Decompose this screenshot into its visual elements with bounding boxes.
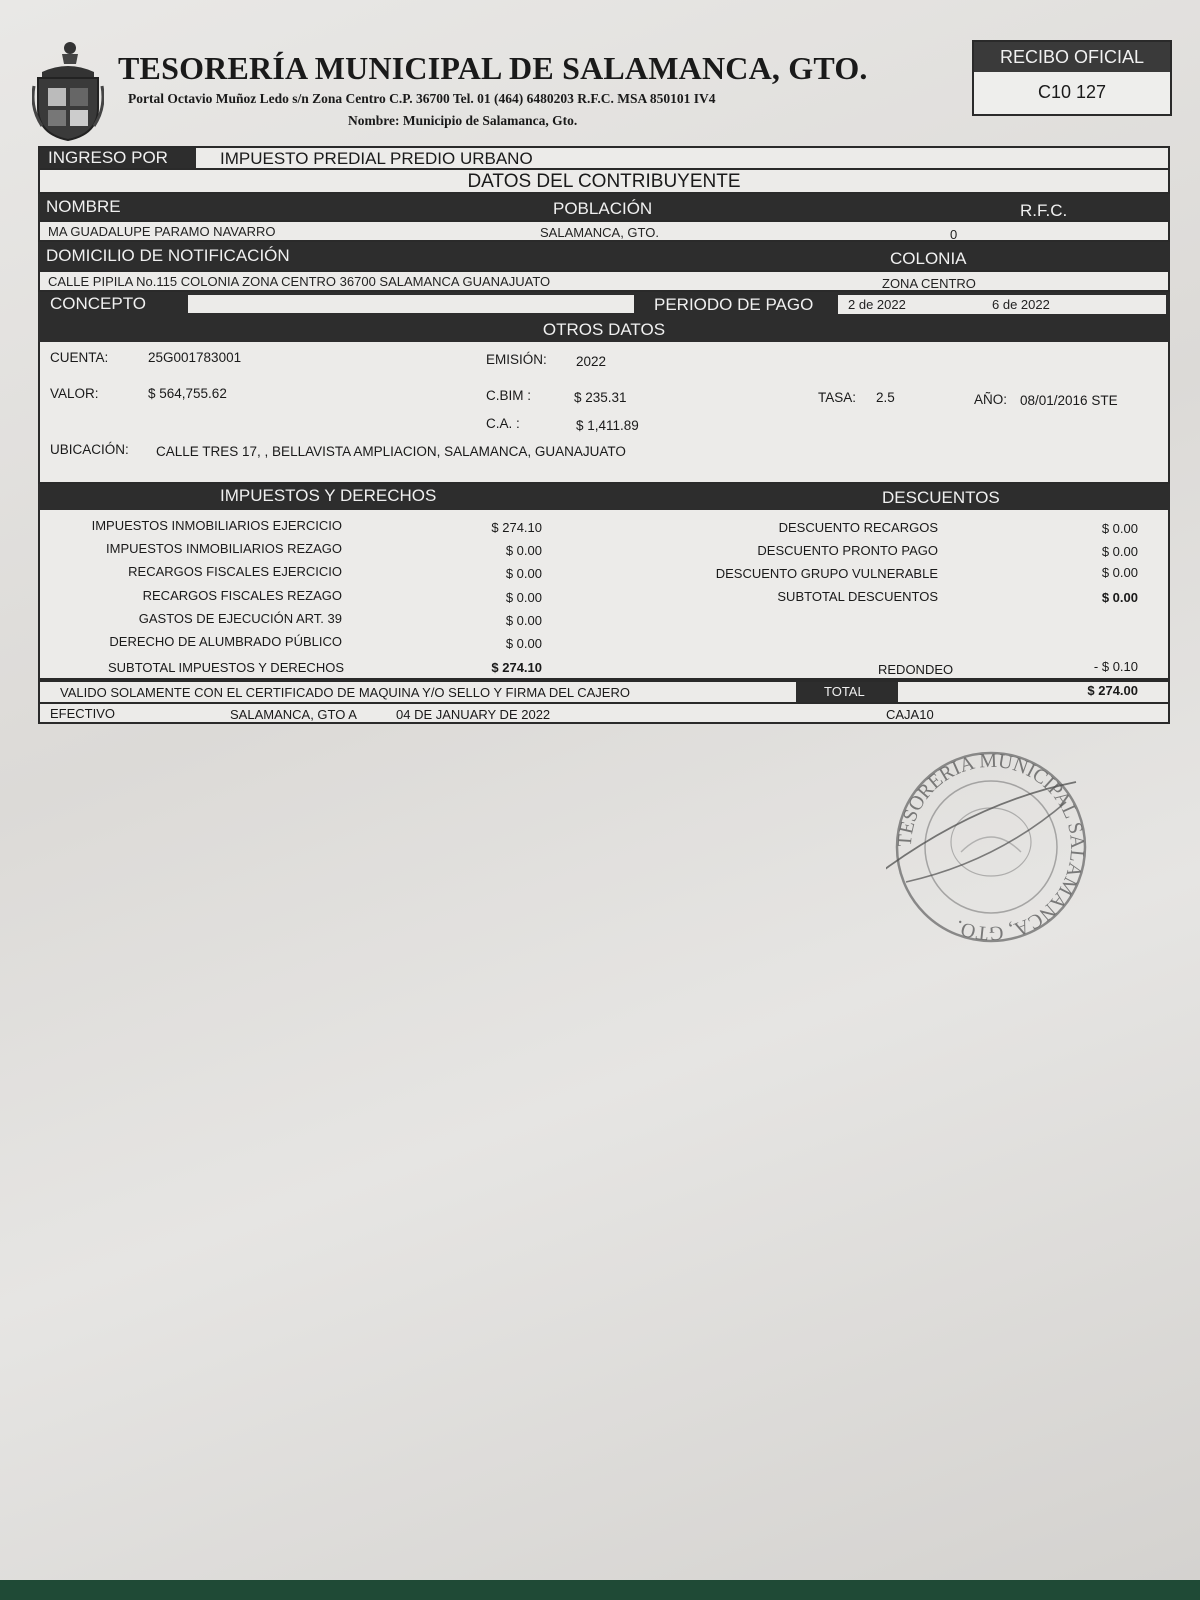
ingreso-label: INGRESO POR [40,148,196,168]
receipt-number: C10 127 [1037,82,1107,102]
ingreso-value: IMPUESTO PREDIAL PREDIO URBANO [220,149,533,168]
descuento-label: DESCUENTO PRONTO PAGO [757,543,938,558]
concepto-band [38,292,1170,316]
svg-text:TESORERIA MUNICIPAL SALAMANCA, [894,750,1088,944]
impuestos-band [38,484,1170,510]
descuento-label: SUBTOTAL DESCUENTOS [777,589,938,604]
impuesto-amount: $ 274.10 [491,520,542,535]
contribuyente-header [38,168,1170,194]
periodo-hasta: 6 de 2022 [992,297,1050,312]
periodo-desde: 2 de 2022 [848,297,906,312]
official-seal-stamp [886,742,1096,952]
contribuyente-section-title: DATOS DEL CONTRIBUYENTE [467,171,741,192]
seal-text: TESORERIA MUNICIPAL SALAMANCA, GTO. [893,749,1089,945]
ubicacion-value: CALLE TRES 17, , BELLAVISTA AMPLIACION, SALAMANCA, GUANAJUATO [156,444,626,459]
valido-text: VALIDO SOLAMENTE CON EL CERTIFICADO DE MAQUINA Y/O SELLO Y FIRMA DEL CAJERO [60,685,630,700]
subtotal-impuestos-amount: $ 274.10 [491,660,542,675]
nombre-value: MA GUADALUPE PARAMO NAVARRO [48,224,276,239]
nombre-values-row [38,220,1170,242]
poblacion-label: POBLACIÓN [553,199,653,218]
ubicacion-label: UBICACIÓN: [50,442,129,457]
impuesto-amount: $ 0.00 [505,636,542,651]
nombre-label: NOMBRE [46,197,121,216]
treasury-title: TESORERÍA MUNICIPAL DE SALAMANCA, GTO. [118,50,868,86]
valor-label: VALOR: [50,386,99,401]
valido-row [38,680,1170,704]
colonia-value: ZONA CENTRO [882,276,976,291]
lugar: SALAMANCA, GTO A [230,707,357,722]
anio-value: 08/01/2016 STE [1020,393,1118,408]
nombre-band [38,194,1170,220]
impuesto-amount: $ 0.00 [505,543,542,558]
descuentos-title: DESCUENTOS [882,488,1000,507]
treasury-address: Portal Octavio Muñoz Ledo s/n Zona Centro C.P. 36700 Tel. 01 (464) 6480203 R.F.C. MSA 850101 IV4 [128,91,716,106]
cbim-label: C.BIM : [486,388,532,403]
concepto-label: CONCEPTO [50,294,147,313]
domicilio-label: DOMICILIO DE NOTIFICACIÓN [46,246,290,265]
rfc-label: R.F.C. [1020,201,1068,220]
impuesto-amount: $ 0.00 [505,590,542,605]
total-label: TOTAL [796,682,898,702]
concepto-field [188,295,634,313]
redondeo-amount: - $ 0.10 [1093,659,1138,674]
total-amount: $ 274.00 [1087,683,1138,698]
periodo-label: PERIODO DE PAGO [654,295,814,314]
descuento-amount: $ 0.00 [1101,544,1138,559]
coat-of-arms-icon [32,38,104,142]
domicilio-values-row [38,270,1170,292]
ca-value: $ 1,411.89 [576,418,639,433]
cbim-value: $ 235.31 [574,390,627,405]
tasa-label: TASA: [818,390,857,405]
pago-row [38,702,1170,724]
caja: CAJA10 [886,707,934,722]
impuesto-label: RECARGOS FISCALES REZAGO [142,588,342,603]
impuesto-label: DERECHO DE ALUMBRADO PÚBLICO [109,634,342,649]
descuento-label: DESCUENTO GRUPO VULNERABLE [715,566,938,581]
impuesto-label: GASTOS DE EJECUCIÓN ART. 39 [138,611,342,626]
treasury-name-line: Nombre: Municipio de Salamanca, Gto. [348,113,578,128]
impuesto-label: RECARGOS FISCALES EJERCICIO [128,564,342,579]
valor-value: $ 564,755.62 [148,386,227,401]
tasa-value: 2.5 [876,390,895,405]
domicilio-band [38,242,1170,270]
otros-datos-panel [38,342,1170,484]
redondeo-label: REDONDEO [878,662,954,677]
domicilio-value: CALLE PIPILA No.115 COLONIA ZONA CENTRO 36700 SALAMANCA GUANAJUATO [48,274,551,289]
ingreso-row [38,146,1170,170]
poblacion-value: SALAMANCA, GTO. [540,225,659,240]
fecha: 04 DE JANUARY DE 2022 [396,707,551,722]
impuesto-amount: $ 0.00 [505,613,542,628]
otros-datos-title: OTROS DATOS [542,320,666,339]
impuesto-amount: $ 0.00 [505,566,542,581]
impuesto-label: IMPUESTOS INMOBILIARIOS REZAGO [106,541,342,556]
otros-datos-band [38,316,1170,342]
descuento-amount: $ 0.00 [1101,521,1138,536]
cuenta-value: 25G001783001 [148,350,242,365]
ca-label: C.A. : [486,416,520,431]
emision-value: 2022 [576,354,607,369]
colonia-label: COLONIA [890,249,967,268]
background-strip [0,1580,1200,1600]
descuento-label: DESCUENTO RECARGOS [778,520,938,535]
impuestos-panel [38,510,1170,680]
rfc-value: 0 [950,227,958,242]
cuenta-label: CUENTA: [50,350,109,365]
impuesto-label: IMPUESTOS INMOBILIARIOS EJERCICIO [91,518,342,533]
forma-pago: EFECTIVO [50,706,116,721]
anio-label: AÑO: [974,392,1008,407]
receipt-label: RECIBO OFICIAL [974,42,1170,72]
impuestos-title: IMPUESTOS Y DERECHOS [220,486,437,505]
official-receipt-box [972,40,1172,116]
descuento-amount: $ 0.00 [1101,565,1138,580]
emision-label: EMISIÓN: [486,352,547,367]
subtotal-impuestos-label: SUBTOTAL IMPUESTOS Y DERECHOS [108,660,344,675]
descuento-amount: $ 0.00 [1101,590,1138,605]
